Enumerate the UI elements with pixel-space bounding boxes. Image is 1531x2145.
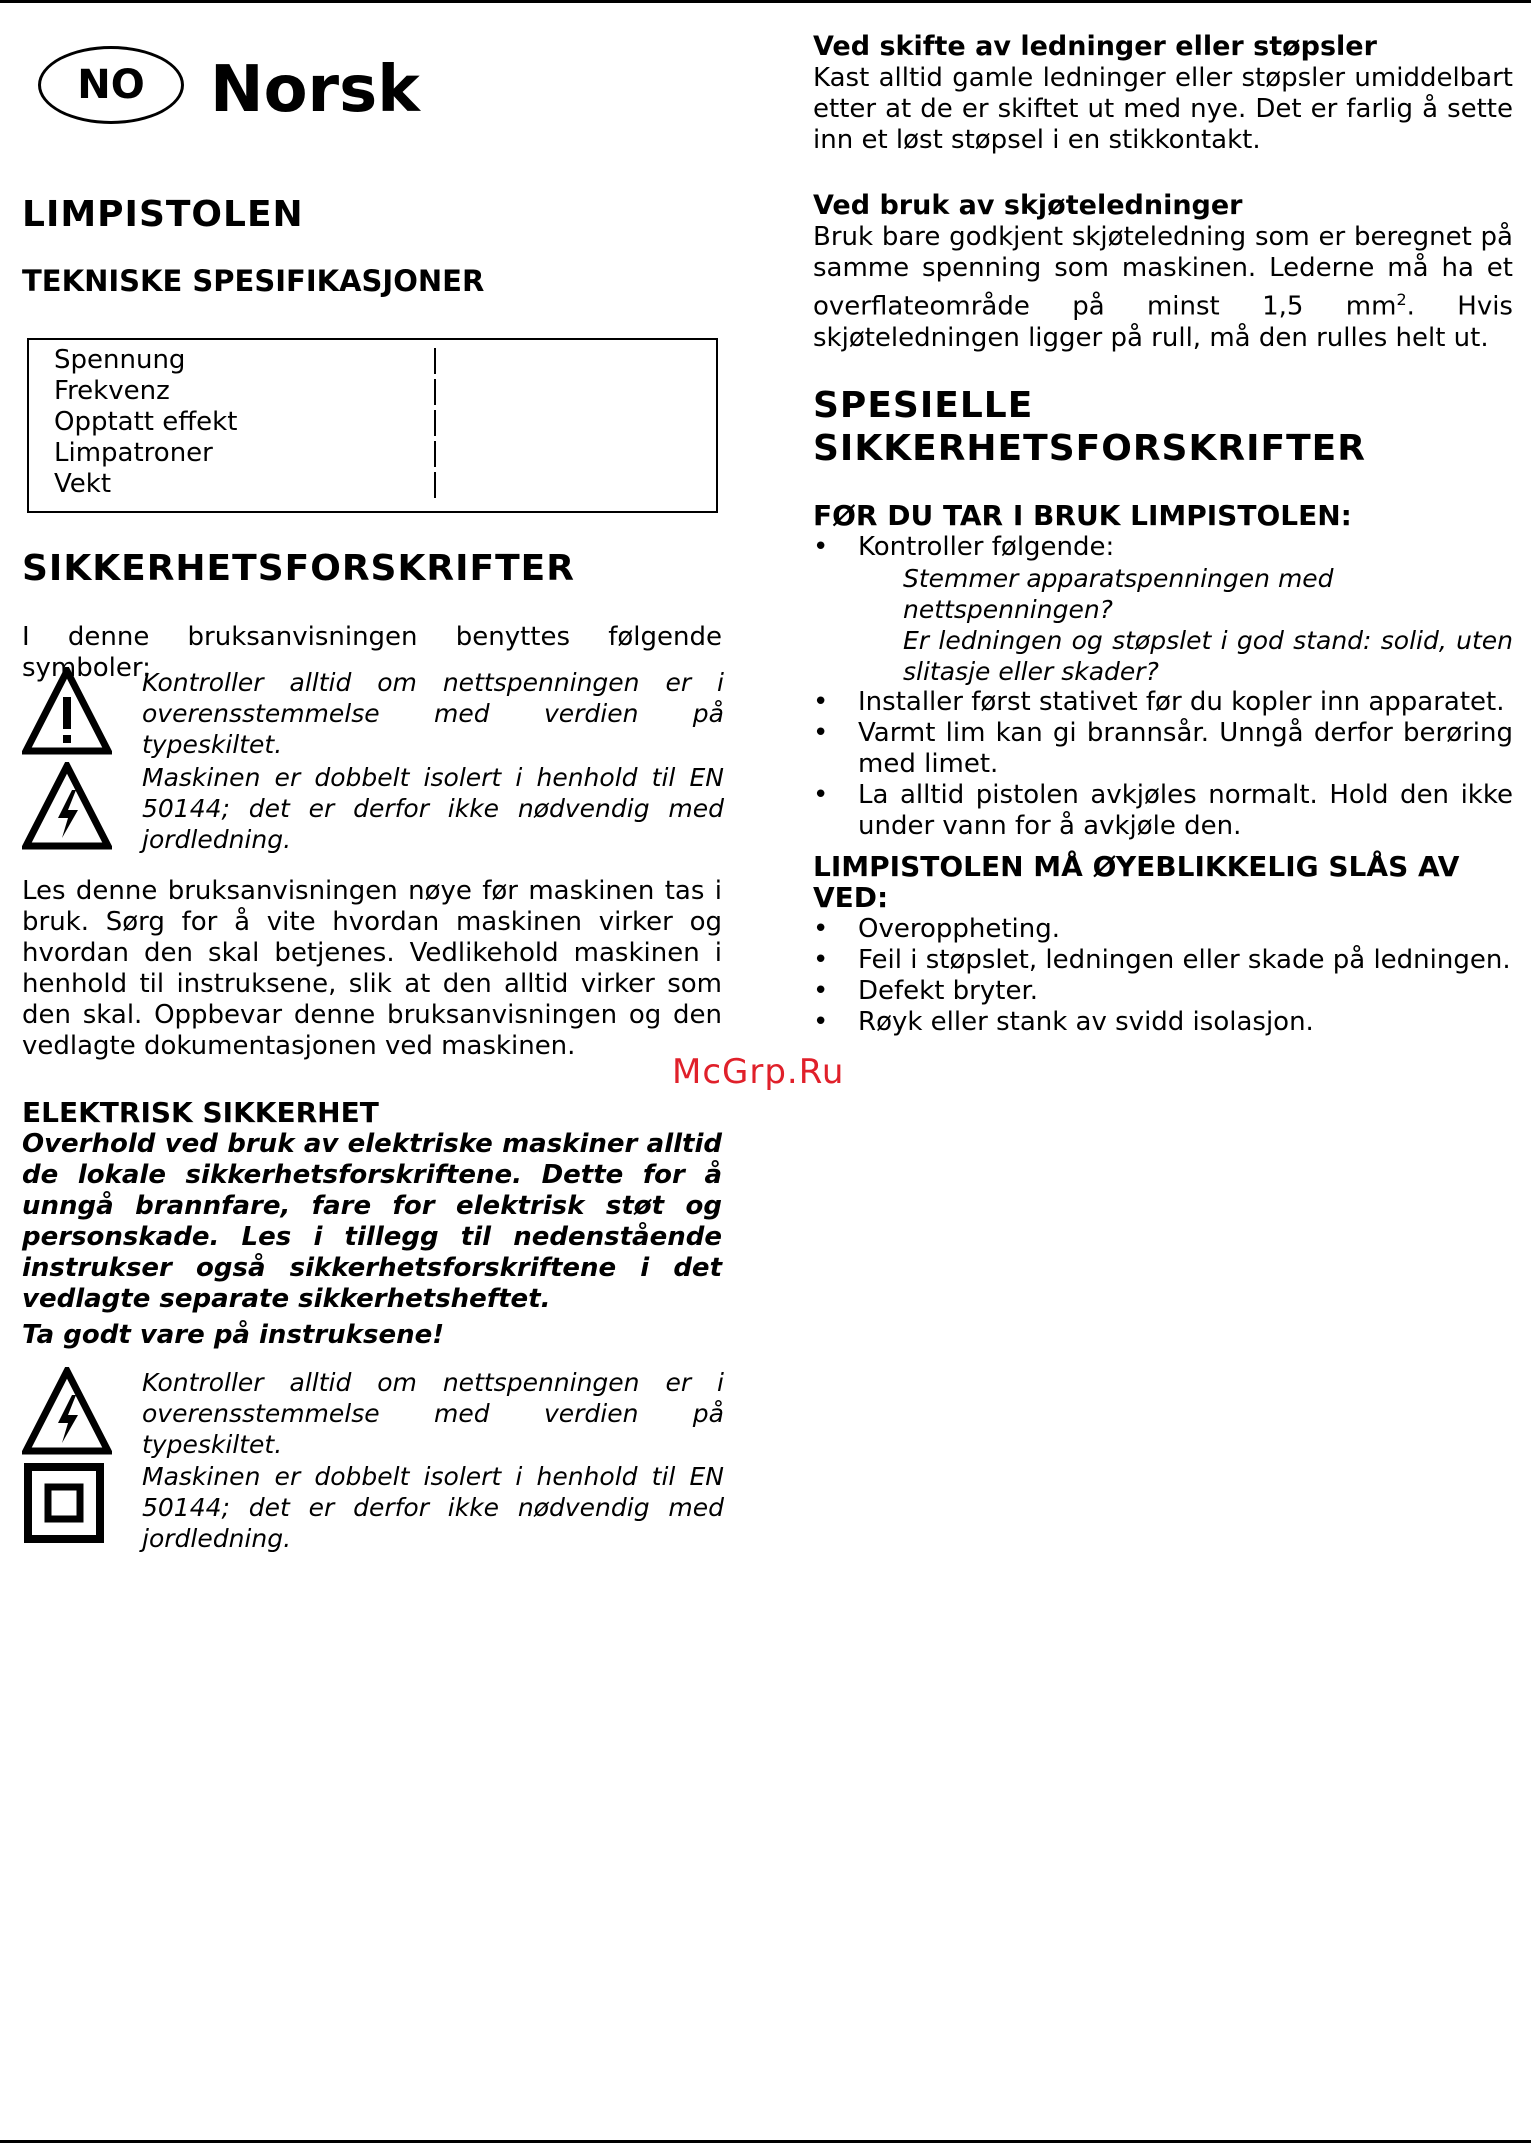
top-rule (0, 0, 1531, 3)
symbol-row-electric-2 (22, 1367, 724, 1460)
safety-paragraph: Les denne bruksanvisningen nøye før maskinen tas i bruk. Sørg for å vite hvordan maskinen virker og hvordan den skal betjenes. Vedlikehold maskinen i henhold til instruksene, slik at den alltid virker som den skal. Oppbevar denne bruksanvisningen og den vedlagte dokumentasjonen ved maskinen. (22, 876, 722, 1061)
language-title: Norsk (210, 53, 420, 127)
electric-hazard-icon (22, 762, 112, 852)
double-insulation-icon (22, 1461, 112, 1551)
list-item: • Røyk eller stank av svidd isolasjon. (813, 1007, 1513, 1038)
superscript: 2 (1396, 290, 1407, 309)
list-item: • Varmt lim kan gi brannsår. Unngå derfor berøring med limet. (813, 718, 1513, 780)
symbol-electric-2-text: Kontroller alltid om nettspenningen er i overensstemmelse med verdien på typeskiltet. (142, 1368, 724, 1459)
before-use-list (813, 532, 1513, 842)
cables-text: Kast alltid gamle ledninger eller støpsler umiddelbart etter at de er skiftet ut med nye. Det er farlig å sette inn et løst støpsel i en stikkontakt. (813, 63, 1513, 155)
watermark: McGrp.Ru (672, 1052, 845, 1092)
spec-separator (434, 472, 436, 498)
spec-separator (434, 410, 436, 436)
check-question-2: Er ledningen og støpslet i god stand: solid, uten slitasje eller skader? (903, 626, 1513, 686)
language-code: NO (77, 62, 145, 108)
list-item: • Feil i støpslet, ledningen eller skade på ledningen. (813, 945, 1513, 976)
safety-heading: SIKKERHETSFORSKRIFTER (22, 548, 575, 589)
symbol-row-warning (22, 667, 724, 760)
symbol-warning-text: Kontroller alltid om nettspenningen er i overensstemmelse med verdien på typeskiltet. (142, 668, 724, 759)
extension-text (813, 222, 1513, 354)
list-item: • Installer først stativet før du kopler inn apparatet. (813, 687, 1513, 718)
spec-row-frequency (54, 376, 716, 407)
symbols-intro: I denne bruksanvisningen benyttes følgende symboler: (22, 622, 722, 683)
language-code-badge (38, 46, 184, 124)
tech-spec-table (27, 338, 718, 513)
symbol-row-double-insulation (22, 1461, 724, 1554)
cables-heading: Ved skifte av ledninger eller støpsler (813, 31, 1377, 62)
spec-row-power (54, 407, 716, 438)
electrical-keep-instructions: Ta godt vare på instruksene! (22, 1320, 445, 1350)
tech-spec-heading: TEKNISKE SPESIFIKASJONER (22, 264, 485, 298)
symbol-row-electric (22, 762, 724, 855)
product-title: LIMPISTOLEN (22, 194, 304, 235)
spec-row-voltage (54, 345, 716, 376)
spec-separator (434, 379, 436, 405)
before-use-heading: FØR DU TAR I BRUK LIMPISTOLEN: (813, 499, 1352, 532)
switch-off-heading: LIMPISTOLEN MÅ ØYEBLIKKELIG SLÅS AV VED: (813, 850, 1460, 914)
list-item: • La alltid pistolen avkjøles normalt. Hold den ikke under vann for å avkjøle den. (813, 780, 1513, 842)
check-question-1: Stemmer apparatspenningen med nettspenningen? (903, 564, 1334, 624)
extension-heading: Ved bruk av skjøteledninger (813, 190, 1243, 221)
spec-separator (434, 348, 436, 374)
symbol-double-insulation-text: Maskinen er dobbelt isolert i henhold til EN 50144; det er derfor ikke nødvendig med jordledning. (142, 1462, 724, 1553)
extension-text-part: Bruk bare godkjent skjøteledning som er beregnet på samme spenning som maskinen. Lederne må ha et overflateområde på minst 1,5 mm (813, 222, 1513, 322)
spec-label: Spennung (54, 345, 186, 375)
bottom-rule (0, 2140, 1531, 2143)
spec-separator (434, 441, 436, 467)
special-safety-heading: SPESIELLE SIKKERHETSFORSKRIFTER (813, 385, 1366, 469)
list-item: • Defekt bryter. (813, 976, 1513, 1007)
symbol-electric-text: Maskinen er dobbelt isolert i henhold til EN 50144; det er derfor ikke nødvendig med jordledning. (142, 763, 724, 854)
spec-row-weight (54, 469, 716, 500)
spec-row-glue-sticks (54, 438, 716, 469)
electric-hazard-icon (22, 1367, 112, 1457)
spec-label: Limpatroner (54, 438, 213, 468)
electrical-heading: ELEKTRISK SIKKERHET (22, 1096, 379, 1129)
electrical-text: Overhold ved bruk av elektriske maskiner alltid de lokale sikkerhetsforskriftene. Dette for å unngå brannfare, fare for elektrisk støt og personskade. Les i tillegg til nedenstående instrukser også sikkerhetsforskriftene i det vedlagte separate sikkerhetsheftet. (22, 1129, 722, 1314)
list-item: • Overoppheting. (813, 914, 1513, 945)
spec-label: Opptatt effekt (54, 407, 238, 437)
list-item: • Kontroller følgende: (813, 532, 1513, 563)
spec-label: Frekvenz (54, 376, 170, 406)
extension-text-part: . Hvis skjøteledningen ligger på rull, må den rulles helt ut. (813, 291, 1513, 353)
spec-label: Vekt (54, 469, 112, 499)
switch-off-list (813, 914, 1513, 1038)
warning-triangle-icon (22, 667, 112, 757)
